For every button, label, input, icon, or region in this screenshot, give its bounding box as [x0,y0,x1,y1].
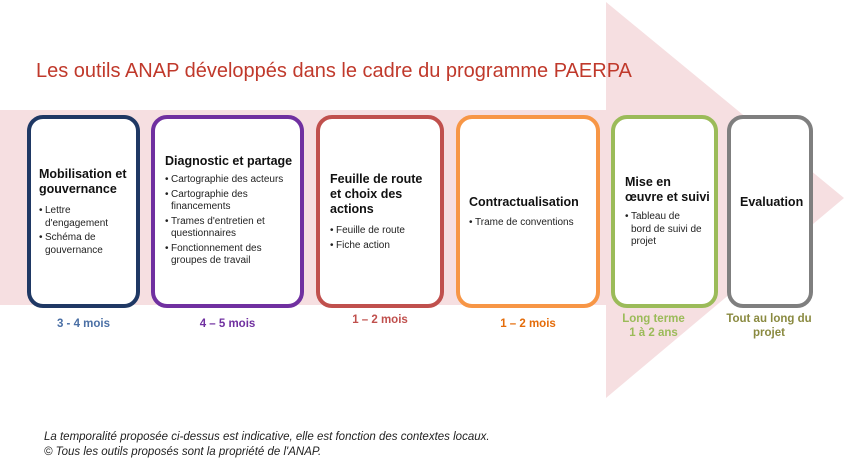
tool-item: • Tableau de bord de suivi de projet [625,211,717,249]
footnote-indicative: La temporalité proposée ci-dessus est indicative, elle est fonction des contextes locaux. [44,431,490,443]
stage-title: Mobilisation et gouvernance [39,167,127,196]
tool-item: • Lettre d'engagement [39,205,137,230]
duration-label: 1 – 2 mois [352,314,408,326]
stage-tools-list [39,205,137,259]
stage-title: Contractualisation [469,195,579,209]
stage-title: Mise en œuvre et suivi [625,175,710,204]
tool-item: • Cartographie des acteurs [165,174,301,187]
stage-tools-list [625,211,717,251]
stage-title: Diagnostic et partage [165,154,293,168]
stage-mise-en-oeuvre-suivi [611,115,718,308]
duration-label: 3 - 4 mois [56,318,111,330]
duration-label: 4 – 5 mois [199,318,256,330]
tool-item: • Schéma de gouvernance [39,232,137,257]
stage-title: Feuille de route et choix des actions [330,172,423,216]
tool-item: • Trames d'entretien et questionnaires [165,216,301,241]
tool-item: • Fiche action [330,240,440,253]
duration-label: Long terme 1 à 2 ans [622,313,685,339]
tool-item: • Fonctionnement des groupes de travail [165,243,301,268]
footnote-copyright: © Tous les outils proposés sont la propriété de l'ANAP. [44,446,322,458]
tool-item: • Cartographie des financements [165,189,301,214]
stage-mobilisation-gouvernance [27,115,140,308]
stage-title: Evaluation [740,195,804,209]
tool-item: • Trame de conventions [469,217,597,230]
stage-feuille-de-route [316,115,444,308]
stage-tools-list [469,217,597,232]
duration-label: Tout au long du projet [726,313,812,339]
stage-tools-list [165,174,301,270]
stage-contractualisation [456,115,600,308]
tool-item: • Feuille de route [330,225,440,238]
stage-diagnostic-partage [151,115,304,308]
duration-label: 1 – 2 mois [500,318,556,330]
page-title: Les outils ANAP développés dans le cadre du programme PAERPA [36,60,632,82]
stage-tools-list [330,225,440,254]
stage-evaluation [727,115,813,308]
